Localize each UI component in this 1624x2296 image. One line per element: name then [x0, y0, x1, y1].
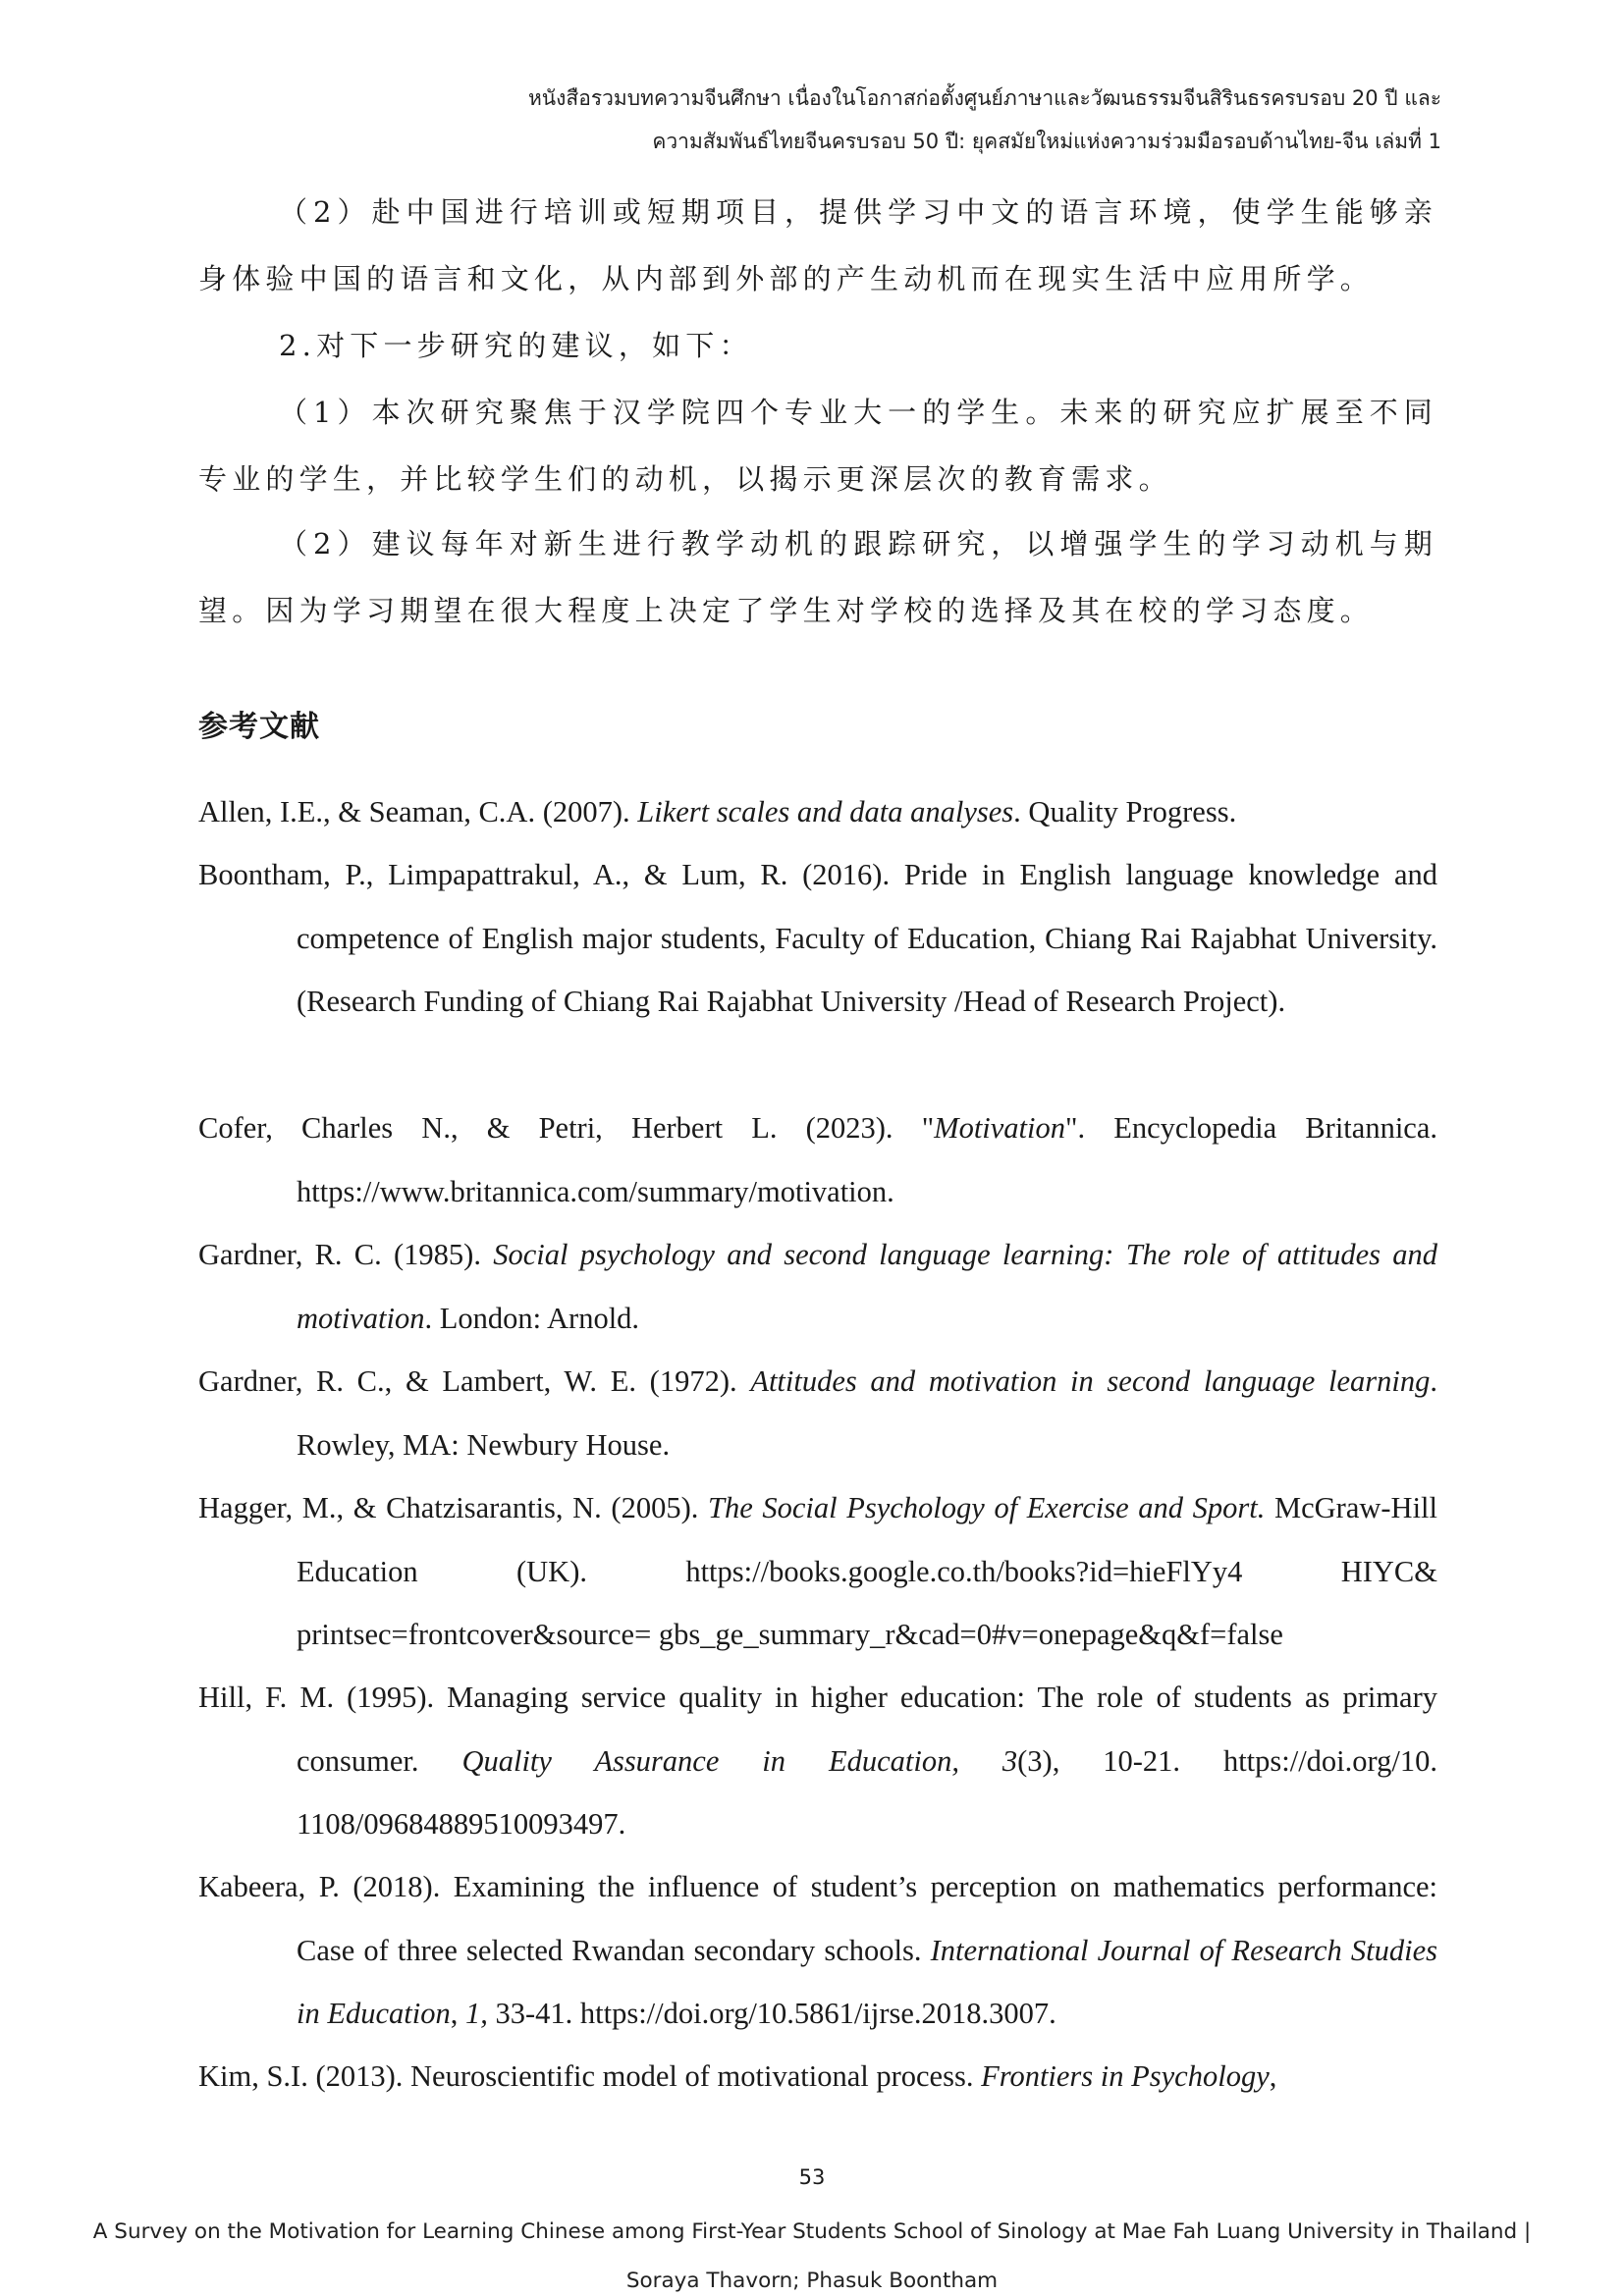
reference-item: Gardner, R. C. (1985). Social psychology and second language learning: The role of attitudes and motivation. London: Arnold.: [198, 1238, 1437, 1335]
body-paragraph-1: [198, 179, 1437, 312]
footer-authors-line: Soraya Thavorn; Phasuk Boontham: [625, 2269, 999, 2293]
reference-item: Kim, S.I. (2013). Neuroscientific model of motivational process. Frontiers in Psychology,: [198, 2059, 1277, 2093]
reference-item: Hill, F. M. (1995). Managing service quality in higher education: The role of students as primary consumer. Quality Assurance in Education, 3(3), 10-21. https://doi.org/10. 1108/09684889510093497.: [198, 1681, 1437, 1841]
body-paragraph-2: [198, 312, 1437, 379]
page-number: 53: [798, 2165, 826, 2189]
reference-item: Boontham, P., Limpapattrakul, A., & Lum, R. (2016). Pride in English language knowledge and competence of English major students, Faculty of Education, Chiang Rai Rajabhat University. (Research Funding of Chiang Rai Rajabhat University /Head of Research Project).: [198, 858, 1437, 1018]
reference-item: Cofer, Charles N., & Petri, Herbert L. (2023). "Motivation". Encyclopedia Britannica. https://www.britannica.com/summary/motivation.: [198, 1111, 1437, 1208]
reference-item: Allen, I.E., & Seaman, C.A. (2007). Likert scales and data analyses. Quality Progress.: [198, 795, 1237, 828]
body-paragraph-1-text: （2）赴中国进行培训或短期项目，提供学习中文的语言环境，使学生能够亲身体验中国的语言和文化，从内部到外部的产生动机而在现实生活中应用所学。: [198, 195, 1437, 295]
running-header-line-2: ความสัมพันธ์ไทยจีนครบรอบ 50 ปี: ยุคสมัยใหม่แห่งความร่วมมือรอบด้านไทย-จีน เล่มที่ 1: [652, 130, 1441, 153]
footer-title-line: A Survey on the Motivation for Learning Chinese among First-Year Students School of Sinology at Mae Fah Luang University in Thailand |: [92, 2219, 1532, 2244]
body-paragraph-4: [198, 510, 1437, 644]
references-heading: 参考文献: [198, 710, 320, 744]
body-paragraph-3: [198, 379, 1437, 512]
body-paragraph-3-text: （1）本次研究聚焦于汉学院四个专业大一的学生。未来的研究应扩展至不同专业的学生，并比较学生们的动机，以揭示更深层次的教育需求。: [198, 396, 1437, 496]
reference-item: Kabeera, P. (2018). Examining the influence of student’s perception on mathematics performance: Case of three selected Rwandan secondary schools. International Journal of Research Studies in Education, 1, 33-41. https://doi.org/10.5861/ijrse.2018.3007.: [198, 1870, 1437, 2030]
running-header-line-1: หนังสือรวมบทความจีนศึกษา เนื่องในโอกาสก่อตั้งศูนย์ภาษาและวัฒนธรรมจีนสิรินธรครบรอบ 20 ปี และ: [527, 86, 1441, 110]
reference-item: Hagger, M., & Chatzisarantis, N. (2005). The Social Psychology of Exercise and Sport. McGraw-Hill Education (UK). https://books.google.co.th/books?id=hieFlYy4 HIYC& printsec=frontcover&source= gbs_ge_summary_r&cad=0#v=onepage&q&f=false: [198, 1491, 1438, 1651]
reference-item: Gardner, R. C., & Lambert, W. E. (1972). Attitudes and motivation in second language learning. Rowley, MA: Newbury House.: [198, 1364, 1437, 1462]
body-paragraph-4-text: （2）建议每年对新生进行教学动机的跟踪研究，以增强学生的学习动机与期望。因为学习期望在很大程度上决定了学生对学校的选择及其在校的学习态度。: [198, 527, 1437, 627]
body-paragraph-2-text: 2.对下一步研究的建议，如下：: [279, 329, 753, 362]
